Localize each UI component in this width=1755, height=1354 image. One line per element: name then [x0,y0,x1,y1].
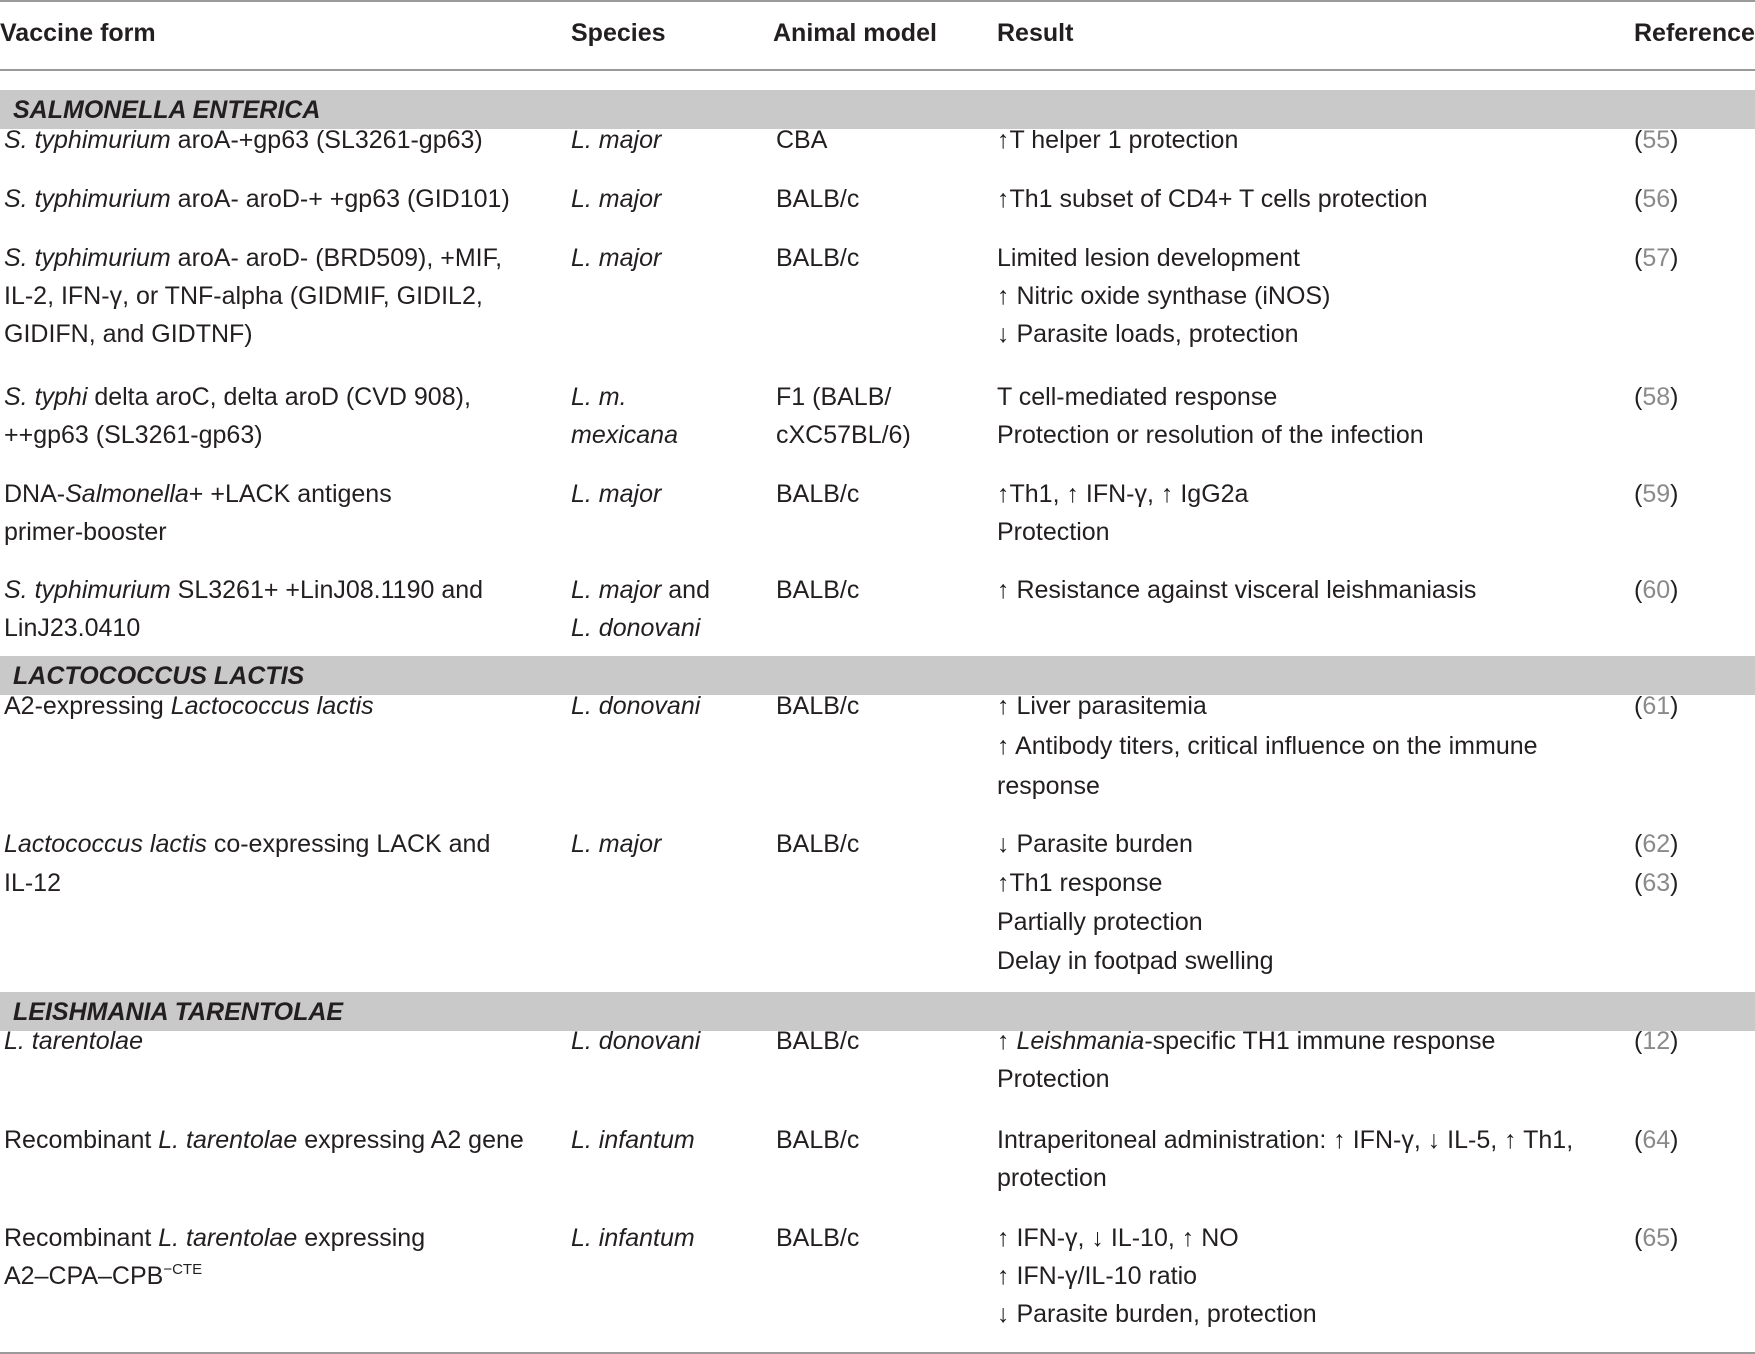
reference-cell [1634,687,1678,727]
header-rule [0,69,1755,71]
cell-line [997,475,1248,513]
reference-link[interactable]: 12 [1642,1027,1671,1055]
cell-line: BALB/c [776,1027,860,1055]
species-cell [571,687,700,727]
header-vaccine-form: Vaccine form [0,19,156,47]
species-cell [571,1121,695,1159]
vaccine-form-cell [4,180,510,218]
vaccine-form-cell [4,121,483,159]
result-cell [997,180,1428,218]
text-run: ↓ Parasite burden [997,830,1193,858]
cell-line [997,180,1428,218]
cell-line [997,1121,1573,1159]
text-run: T cell-mediated response [997,383,1278,411]
reference-link[interactable]: 57 [1642,244,1671,272]
species-cell [571,825,661,864]
italic-text: S. typhimurium [4,576,171,604]
cell-line [997,315,1330,353]
cell-line [997,513,1248,551]
text-run: Protection or resolution of the infection [997,421,1424,449]
reference-line: (64) [1634,1126,1679,1154]
text-run: ↑ IFN-γ/IL-10 ratio [997,1262,1198,1290]
cell-line [4,475,392,513]
text-run: expressing A2 gene [297,1126,524,1154]
cell-line [571,378,678,416]
cell-line: F1 (BALB/ [776,383,892,411]
vaccine-form-cell [4,687,374,727]
reference-line: (62) [1634,830,1679,858]
reference-cell [1634,475,1678,513]
cell-line [4,609,483,647]
text-run: Delay in footpad swelling [997,947,1274,975]
animal-model-cell [776,1121,859,1159]
cell-line [4,416,471,454]
italic-text: L. infantum [571,1126,695,1154]
text-run: aroA-+gp63 (SL3261-gp63) [170,126,483,154]
section-title: SALMONELLA ENTERICA [13,96,321,124]
animal-model-cell [776,180,859,218]
cell-line [997,1257,1317,1295]
italic-text: S. typhimurium [4,244,171,272]
italic-text: L. major [571,126,662,154]
text-run: expressing [297,1224,426,1252]
header-species: Species [571,19,666,47]
text-run: ↓ Parasite burden, protection [997,1300,1317,1328]
reference-link[interactable]: 60 [1642,576,1671,604]
reference-cell [1634,121,1678,159]
italic-text: S. typhimurium [4,126,171,154]
text-run: A2-expressing [4,692,171,720]
vaccine-form-cell [4,1219,425,1295]
italic-text: Leishmania [1016,1027,1145,1055]
text-run: protection [997,1164,1107,1192]
cell-line: BALB/c [776,244,860,272]
cell-line [997,825,1274,864]
text-run: Protection [997,1065,1110,1093]
reference-cell [1634,239,1678,277]
reference-cell [1634,1022,1678,1060]
header-result: Result [997,19,1074,47]
text-run: and [661,576,710,604]
reference-cell [1634,378,1678,416]
text-run: ↑T helper 1 protection [997,126,1239,154]
cell-line [997,1159,1573,1197]
cell-line [997,1295,1317,1333]
italic-text: L. tarentolae [158,1224,298,1252]
italic-text: L. infantum [571,1224,695,1252]
text-run: SL3261+ +LinJ08.1190 and [170,576,484,604]
result-cell [997,475,1248,551]
italic-text: S. typhi [4,383,88,411]
cell-line [571,121,661,159]
cell-line [4,239,502,277]
italic-text: L. major [571,185,662,213]
reference-cell [1634,180,1678,218]
vaccine-form-cell [4,571,483,647]
result-cell [997,239,1330,353]
result-cell [997,571,1476,609]
reference-link[interactable]: 56 [1642,185,1671,213]
italic-text: L. major [571,576,662,604]
reference-link[interactable]: 63 [1642,869,1671,897]
text-run: ↑ Resistance against visceral leishmaniasis [997,576,1477,604]
cell-line [997,864,1274,903]
result-cell [997,1121,1573,1197]
italic-text: L. major [571,244,662,272]
animal-model-cell [776,571,859,609]
text-run: delta aroC, delta aroD (CVD 908), [87,383,471,411]
species-cell [571,180,661,218]
cell-line: BALB/c [776,185,860,213]
species-cell [571,378,678,454]
cell-line: BALB/c [776,1224,860,1252]
text-run: aroA- aroD-+ +gp63 (GID101) [170,185,510,213]
cell-line [4,1257,425,1295]
text-run: ↑ Nitric oxide synthase (iNOS) [997,282,1331,310]
cell-line: cXC57BL/6) [776,421,911,449]
text-run: Protection [997,518,1110,546]
vaccine-form-cell [4,378,471,454]
cell-line [571,1219,695,1257]
superscript-text: −CTE [163,1261,203,1278]
reference-line: (60) [1634,576,1679,604]
italic-text: L. tarentolae [4,1027,143,1055]
reference-line: (57) [1634,244,1679,272]
vaccine-form-cell [4,825,490,903]
reference-link[interactable]: 55 [1642,126,1671,154]
text-run: co-expressing LACK and [206,830,491,858]
cell-line: BALB/c [776,480,860,508]
cell-line [997,239,1330,277]
cell-line: BALB/c [776,830,860,858]
reference-line: (59) [1634,480,1679,508]
section-title: LACTOCOCCUS LACTIS [13,662,305,690]
cell-line [4,687,374,727]
italic-text: Lactococcus lactis [170,692,374,720]
result-cell [997,378,1424,454]
reference-cell [1634,1121,1678,1159]
animal-model-cell [776,1022,859,1060]
cell-line [4,121,483,159]
cell-line [4,378,471,416]
cell-line [997,727,1538,767]
cell-line [997,121,1238,159]
animal-model-cell [776,825,859,864]
reference-line: (65) [1634,1224,1679,1252]
animal-model-cell [776,687,859,727]
cell-line [997,378,1424,416]
species-cell [571,475,661,513]
cell-line: BALB/c [776,576,860,604]
text-run: IL-2, IFN-γ, or TNF-alpha (GIDMIF, GIDIL2, [4,282,483,310]
text-run: GIDIFN, and GIDTNF) [4,320,253,348]
text-run: DNA- [4,480,66,508]
cell-line: BALB/c [776,692,860,720]
cell-line [571,1121,695,1159]
species-cell [571,239,661,277]
reference-line: (61) [1634,692,1679,720]
cell-line [4,277,502,315]
cell-line [4,513,392,551]
text-run: -specific TH1 immune response [1144,1027,1496,1055]
text-run: ↓ Parasite loads, protection [997,320,1299,348]
cell-line [571,475,661,513]
cell-line [997,942,1274,981]
result-cell [997,687,1538,807]
animal-model-cell [776,239,859,277]
text-run: ↑ Antibody titers, critical influence on the immune [997,732,1538,760]
cell-line [571,1022,700,1060]
text-run: primer-booster [4,518,167,546]
section-title: LEISHMANIA TARENTOLAE [13,998,344,1026]
italic-text: mexicana [571,421,678,449]
cell-line [4,1121,524,1159]
text-run: Intraperitoneal administration: ↑ IFN-γ, ↓ IL-5, ↑ Th1, [997,1126,1574,1154]
animal-model-cell [776,475,859,513]
cell-line [997,571,1476,609]
result-cell [997,1022,1495,1098]
text-run: + +LACK antigens [188,480,392,508]
cell-line [4,180,510,218]
cell-line [4,1219,425,1257]
cell-line [997,416,1424,454]
vaccine-form-cell [4,1022,143,1060]
cell-line [4,315,502,353]
text-run: Limited lesion development [997,244,1300,272]
vaccine-form-cell [4,475,392,551]
cell-line [997,1060,1495,1098]
italic-text: Salmonella [65,480,189,508]
header-animal-model: Animal model [773,19,937,47]
reference-link[interactable]: 64 [1642,1126,1671,1154]
text-run: Recombinant [4,1126,159,1154]
cell-line: BALB/c [776,1126,860,1154]
reference-line: (56) [1634,185,1679,213]
cell-line [571,571,710,609]
text-run: ↑ [997,1027,1017,1055]
species-cell [571,571,710,647]
reference-link[interactable]: 62 [1642,830,1671,858]
result-cell [997,121,1238,159]
animal-model-cell [776,378,911,454]
italic-text: L. m. [571,383,627,411]
text-run: ↑ Liver parasitemia [997,692,1207,720]
text-run: aroA- aroD- (BRD509), +MIF, [170,244,503,272]
italic-text: Lactococcus lactis [4,830,207,858]
reference-line: (12) [1634,1027,1679,1055]
text-run: Recombinant [4,1224,159,1252]
reference-link[interactable]: 59 [1642,480,1671,508]
cell-line: CBA [776,126,828,154]
text-run: LinJ23.0410 [4,614,141,642]
cell-line [571,180,661,218]
italic-text: L. major [571,480,662,508]
cell-line [997,277,1330,315]
cell-line [997,767,1538,807]
reference-line: (58) [1634,383,1679,411]
italic-text: L. donovani [571,614,701,642]
text-run: ↑Th1 subset of CD4+ T cells protection [997,185,1428,213]
reference-link[interactable]: 58 [1642,383,1671,411]
animal-model-cell [776,121,827,159]
text-run: ↑Th1 response [997,869,1163,897]
reference-line: (63) [1634,869,1679,897]
species-cell [571,121,661,159]
cell-line [571,416,678,454]
text-run: ↑Th1, ↑ IFN-γ, ↑ IgG2a [997,480,1249,508]
vaccine-form-cell [4,1121,524,1159]
cell-line [571,825,661,864]
reference-line: (55) [1634,126,1679,154]
reference-cell [1634,1219,1678,1257]
cell-line [997,1022,1495,1060]
italic-text: L. donovani [571,692,701,720]
italic-text: L. tarentolae [158,1126,298,1154]
cell-line [4,1022,143,1060]
cell-line [571,239,661,277]
reference-cell [1634,825,1678,903]
italic-text: L. major [571,830,662,858]
species-cell [571,1219,695,1257]
animal-model-cell [776,1219,859,1257]
vaccine-form-cell [4,239,502,353]
cell-line [997,903,1274,942]
header-reference: Reference [1634,19,1755,47]
reference-link[interactable]: 61 [1642,692,1671,720]
text-run: ↑ IFN-γ, ↓ IL-10, ↑ NO [997,1224,1239,1252]
species-cell [571,1022,700,1060]
result-cell [997,825,1274,981]
cell-line [571,609,710,647]
top-rule [0,0,1755,2]
cell-line [997,1219,1317,1257]
text-run: IL-12 [4,869,61,897]
reference-cell [1634,571,1678,609]
cell-line [4,571,483,609]
text-run: A2–CPA–CPB [4,1262,164,1290]
italic-text: L. donovani [571,1027,701,1055]
text-run: Partially protection [997,908,1203,936]
cell-line [4,825,490,864]
cell-line [997,687,1538,727]
text-run: response [997,772,1100,800]
italic-text: S. typhimurium [4,185,171,213]
cell-line [571,687,700,727]
reference-link[interactable]: 65 [1642,1224,1671,1252]
result-cell [997,1219,1317,1333]
text-run: ++gp63 (SL3261-gp63) [4,421,263,449]
cell-line [4,864,490,903]
